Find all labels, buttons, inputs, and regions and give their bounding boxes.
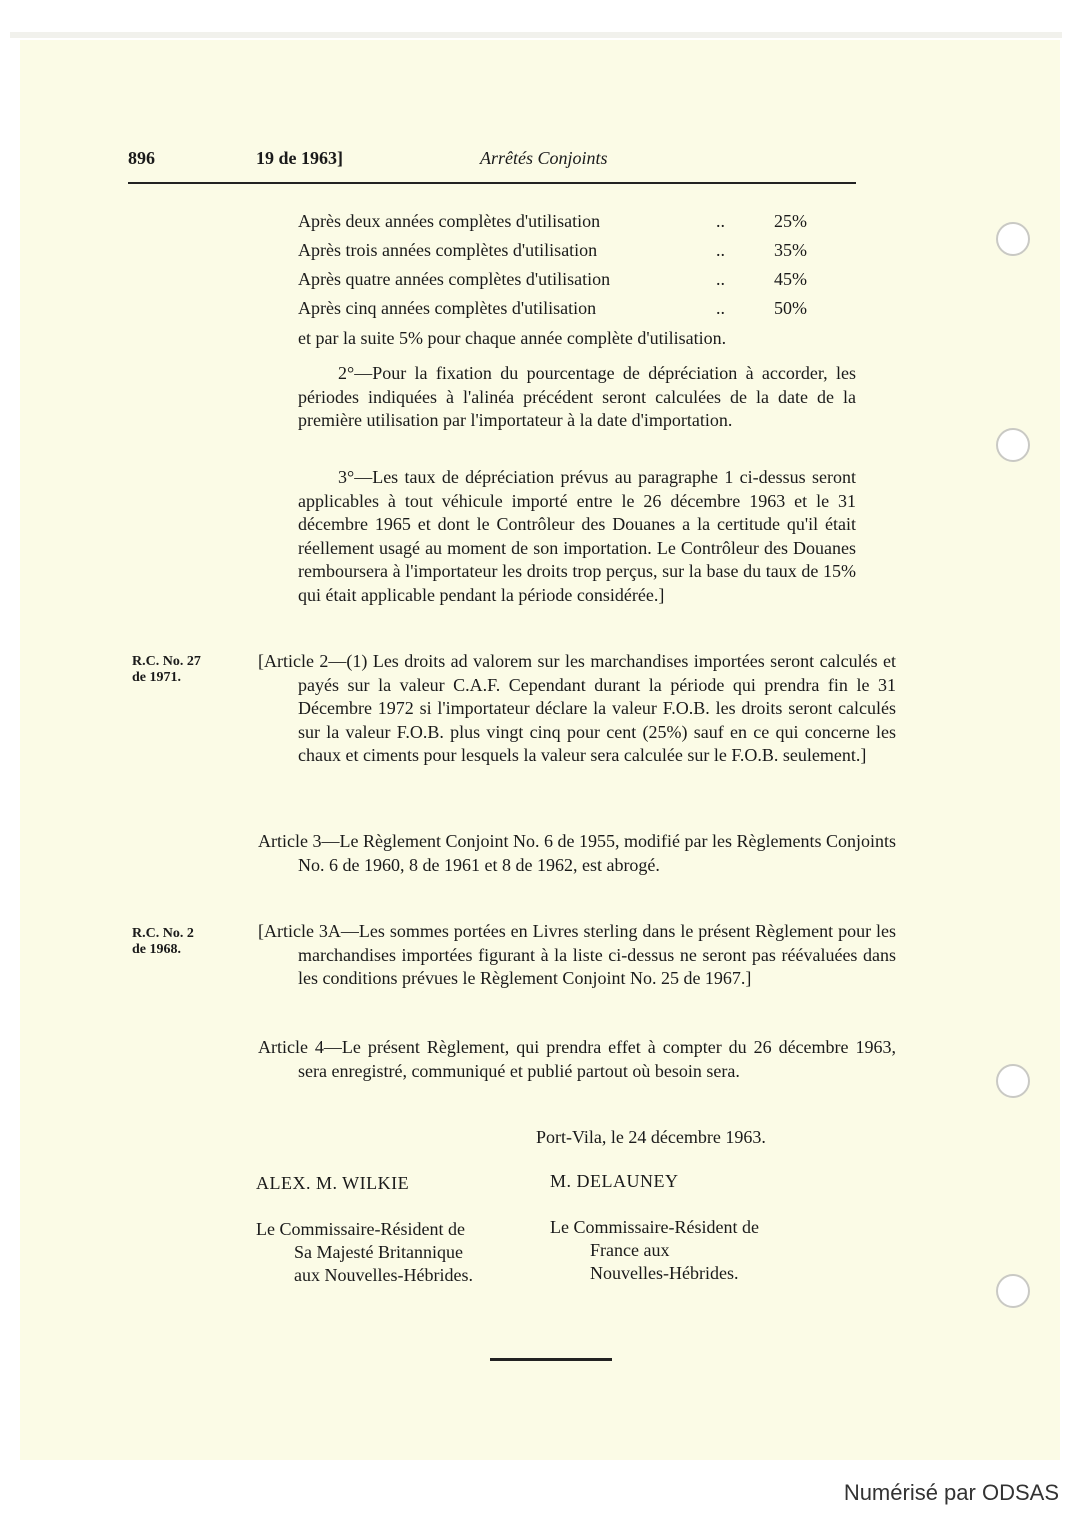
header-reference: 19 de 1963] — [256, 148, 343, 168]
punch-hole — [996, 222, 1030, 256]
table-followup-text: et par la suite 5% pour chaque année complète d'utilisation. — [298, 328, 727, 348]
table-row-label: Après deux années complètes d'utilisation — [298, 211, 601, 231]
punch-hole — [996, 1064, 1030, 1098]
left-title-line: Sa Majesté Britannique — [294, 1242, 463, 1262]
header-rule — [128, 182, 856, 184]
table-row-value: 50% — [774, 298, 807, 318]
table-row — [298, 211, 828, 237]
right-signatory-name: M. DELAUNEY — [550, 1171, 679, 1191]
paragraph-2: 2°—Pour la fixation du pourcentage de dépréciation à accorder, les périodes indiquées à l'alinéa précédent seront calculées de la date de la première utilisation par l'importateur à la date d'importation. — [298, 363, 856, 430]
table-row-label: Après cinq années complètes d'utilisation — [298, 298, 597, 318]
paragraph-3: 3°—Les taux de dépréciation prévus au paragraphe 1 ci-dessus seront applicables à tout véhicule importé entre le 26 décembre 1963 et le 31 décembre 1965 et dont le Contrôleur des Douanes a la certitude qu'il était réellement usagé au moment de son importation. Le Contrôleur des Douanes remboursera à l'importateur les droits trop perçus, sur la base du taux de 15% qui était applicable pendant la période considérée.] — [298, 467, 856, 605]
right-title-line: France aux — [590, 1240, 670, 1260]
article-3: Article 3—Le Règlement Conjoint No. 6 de 1955, modifié par les Règlements Conjoints No. 6 de 1960, 8 de 1961 et 8 de 1962, est abrogé. — [258, 831, 896, 875]
left-title-line: aux Nouvelles-Hébrides. — [294, 1265, 473, 1285]
article-3a: [Article 3A—Les sommes portées en Livres sterling dans le présent Règlement pour les marchandises importées figurant à la liste ci-dessus ne seront pas réévaluées dans les conditions prévues le Règlement Conjoint No. 25 de 1967.] — [258, 921, 896, 988]
table-row-value: 35% — [774, 240, 807, 260]
punch-hole — [996, 1274, 1030, 1308]
right-title-line: Le Commissaire-Résident de — [550, 1217, 759, 1237]
table-row-leader: .. — [716, 269, 725, 289]
page-edge — [10, 32, 1062, 38]
footer-rule — [490, 1358, 612, 1361]
margin-note-line: R.C. No. 27 — [132, 654, 201, 669]
header-title: Arrêtés Conjoints — [480, 148, 608, 168]
place-date: Port-Vila, le 24 décembre 1963. — [536, 1127, 766, 1147]
left-signatory-name: ALEX. M. WILKIE — [256, 1173, 410, 1193]
article-2: [Article 2—(1) Les droits ad valorem sur les marchandises importées seront calculés et payés sur la valeur C.A.F. Cependant durant la période qui prendra fin le 31 Décembre 1972 si l'importateur déclare la valeur F.O.B. les droits seront calculés sur la valeur F.O.B. plus vingt cinq pour cent (25%) sauf en ce qui concerne les chaux et ciments pour lesquels la valeur sera calculée sur le F.O.B. seulement.] — [258, 651, 896, 765]
table-row — [298, 298, 828, 324]
margin-note-line: de 1971. — [132, 670, 181, 685]
page-number: 896 — [128, 148, 155, 168]
margin-note-rc2 — [132, 926, 194, 958]
table-row — [298, 269, 828, 295]
margin-note-rc27 — [132, 654, 201, 686]
punch-hole — [996, 428, 1030, 462]
table-row-value: 25% — [774, 211, 807, 231]
margin-note-line: R.C. No. 2 — [132, 926, 194, 941]
table-row-leader: .. — [716, 298, 725, 318]
table-row-leader: .. — [716, 211, 725, 231]
table-row — [298, 240, 828, 266]
right-title-line: Nouvelles-Hébrides. — [590, 1263, 739, 1283]
table-row-label: Après trois années complètes d'utilisation — [298, 240, 598, 260]
table-row-leader: .. — [716, 240, 725, 260]
left-title-line: Le Commissaire-Résident de — [256, 1219, 465, 1239]
article-4: Article 4—Le présent Règlement, qui prendra effet à compter du 26 décembre 1963, sera enregistré, communiqué et publié partout où besoin sera. — [258, 1037, 896, 1081]
digitization-watermark: Numérisé par ODSAS — [843, 1480, 1059, 1505]
margin-note-line: de 1968. — [132, 942, 181, 957]
table-row-value: 45% — [774, 269, 807, 289]
table-row-label: Après quatre années complètes d'utilisation — [298, 269, 611, 289]
